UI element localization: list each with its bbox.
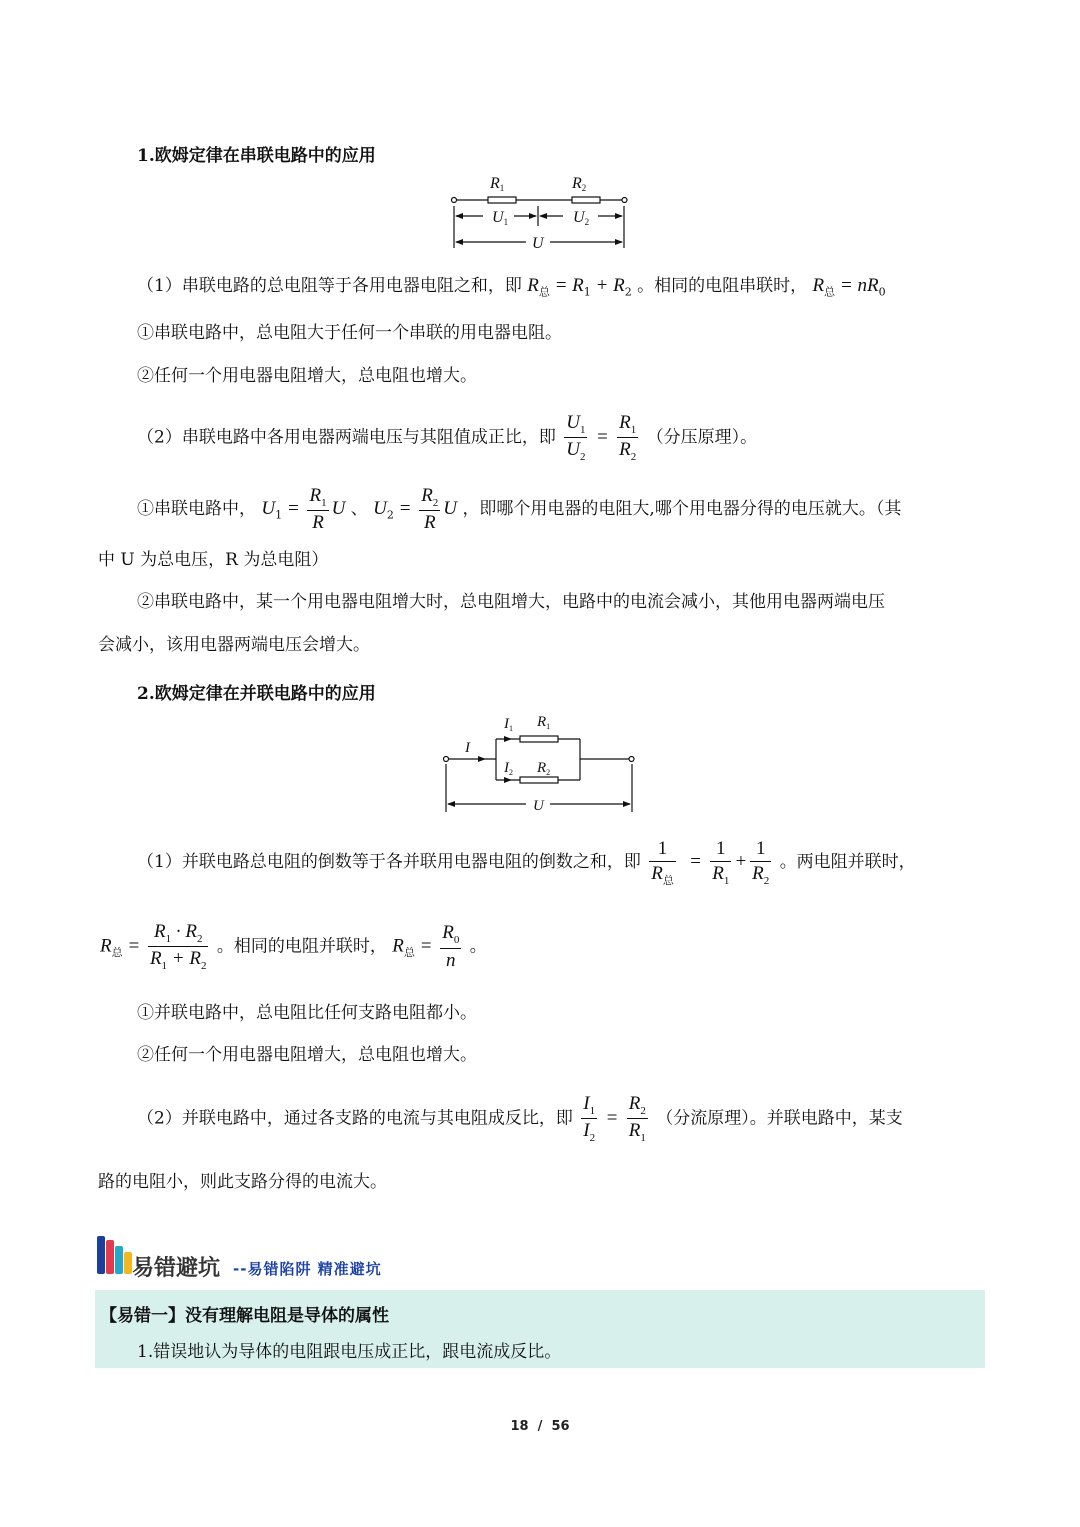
r1-label: R1 [490,175,505,193]
parallel-p2-line2: 路的电阻小，则此支路分得的电流大。 [98,1172,387,1192]
i-label: I [465,740,470,756]
parallel-p1b: $R_总$ = $\frac{R_1 \cdot R_2}{R_1 + R_2}$ 。相同的电阻并联时， $R_总$ = $\frac{R_0}{n}$ 。 [100,921,487,973]
parallel-item-1: ①并联电路中，总电阻比任何支路电阻都小。 [137,1003,477,1023]
r1-label-parallel: $R_1$ [537,714,551,731]
i1-label: $I_1$ [504,716,513,733]
page-number: 18 / 56 [510,1419,570,1434]
series-circuit-diagram [448,170,632,254]
parallel-p2: （2）并联电路中，通过各支路的电流与其电阻成反比，即 $\frac{I_1}{I_2}$ = $\frac{R_2}{R_1}$ （分流原理）。并联电路中，某支 [137,1093,903,1145]
series-p2: （2）串联电路中各用电器两端电压与其阻值成正比，即 $\frac{U_1}{U_2}$ = $\frac{R_1}{R_2}$ （分压原理）。 [137,412,758,464]
error-item: 1.错误地认为导体的电阻跟电压成正比，跟电流成反比。 [137,1342,562,1362]
error-title: 【易错一】没有理解电阻是导体的属性 [100,1306,389,1326]
parallel-circuit-diagram [440,712,640,816]
section-2-heading: 2.欧姆定律在并联电路中的应用 [137,684,376,704]
series-item-4-line2: 会减小，该用电器两端电压会增大。 [98,635,370,655]
u-label-parallel: U [533,798,544,814]
parallel-p1: （1）并联电路总电阻的倒数等于各并联用电器电阻的倒数之和，即 $\frac{1}{R_总}$ = $\frac{1}{R_1}$ + $\frac{1}{R_2}$ 。两电阻并联时， [137,838,916,887]
u-label: U [532,235,544,252]
i2-label: $I_2$ [504,760,513,777]
parallel-item-2: ②任何一个用电器电阻增大，总电阻也增大。 [137,1045,477,1065]
series-p1: （1）串联电路的总电阻等于各用电器电阻之和，即 $R_总 = R_1 + R_2$ 。相同的电阻串联时， $R_总 = nR_0$ [137,275,886,299]
section-1-heading: 1.欧姆定律在串联电路中的应用 [137,146,376,166]
series-item-4-line1: ②串联电路中，某一个用电器电阻增大时，总电阻增大，电路中的电流会减小，其他用电器两端电压 [137,592,885,612]
series-item-3: ①串联电路中， $U_1$ = $\frac{R_1}{R}$ U 、 $U_2$ = $\frac{R_2}{R}$ U ，即哪个用电器的电阻大,哪个用电器分得的电压就大。（其 [137,485,902,534]
r2-label-parallel: $R_2$ [537,760,551,777]
banner-title: 易错避坑 [132,1256,221,1281]
u2-label: U2 [573,209,590,227]
series-item-1: ①串联电路中，总电阻大于任何一个串联的用电器电阻。 [137,323,562,343]
series-item-3-line2: 中 U 为总电压，R 为总电阻） [98,550,329,570]
banner-subtitle: --易错陷阱 精准避坑 [233,1260,382,1278]
series-item-2: ②任何一个用电器电阻增大，总电阻也增大。 [137,366,477,386]
u1-label: U1 [492,209,509,227]
r2-label: R2 [572,175,587,193]
